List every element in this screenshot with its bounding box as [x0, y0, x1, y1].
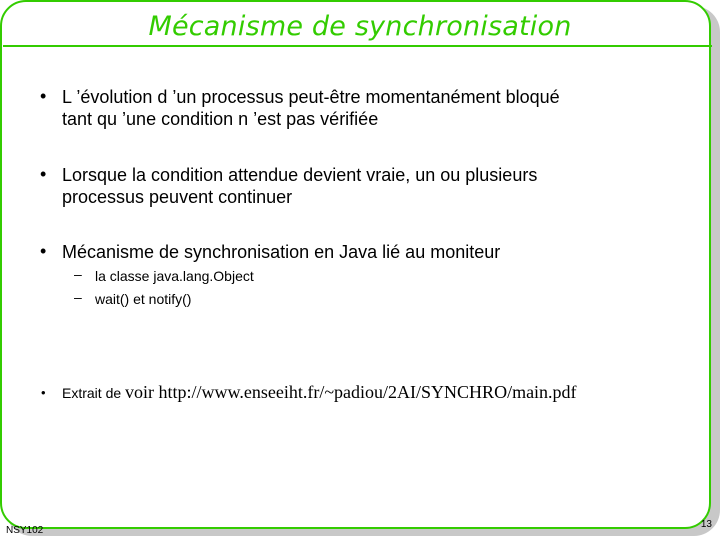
footer-course-code: NSY102: [6, 525, 44, 536]
bullet-2-line-1: Lorsque la condition attendue devient vraie, un ou plusieurs: [62, 165, 538, 185]
extract-link-text[interactable]: voir http://www.enseeiht.fr/~padiou/2AI/SYNCHRO/main.pdf: [125, 382, 577, 402]
bullet-3-line-1: Mécanisme de synchronisation en Java lié au moniteur: [62, 242, 501, 262]
bullet-1-line-2: tant qu ’une condition n ’est pas vérifiée: [62, 109, 379, 129]
bullet-3-glyph: •: [40, 241, 47, 261]
extract-bullet-glyph: •: [41, 385, 46, 400]
sub-item-1-dash: –: [74, 266, 82, 282]
bullet-1-glyph: •: [40, 86, 47, 106]
page-number: 13: [700, 519, 712, 530]
bullet-2-text: [62, 164, 537, 208]
sub-item-2: wait() et notify(): [95, 291, 192, 307]
sub-item-1: la classe java.lang.Object: [95, 268, 254, 284]
extract-label: Extrait de: [62, 385, 126, 401]
bullet-2-glyph: •: [40, 164, 47, 184]
extract-line: [62, 381, 577, 404]
bullet-2-line-2: processus peuvent continuer: [62, 187, 293, 207]
bullet-1-line-1: L ’évolution d ’un processus peut-être momentanément bloqué: [62, 87, 560, 107]
bullet-3-text: [62, 241, 500, 263]
bullet-1-text: [62, 86, 560, 130]
sub-item-2-dash: –: [74, 289, 82, 305]
slide-title: Mécanisme de synchronisation: [148, 11, 572, 42]
